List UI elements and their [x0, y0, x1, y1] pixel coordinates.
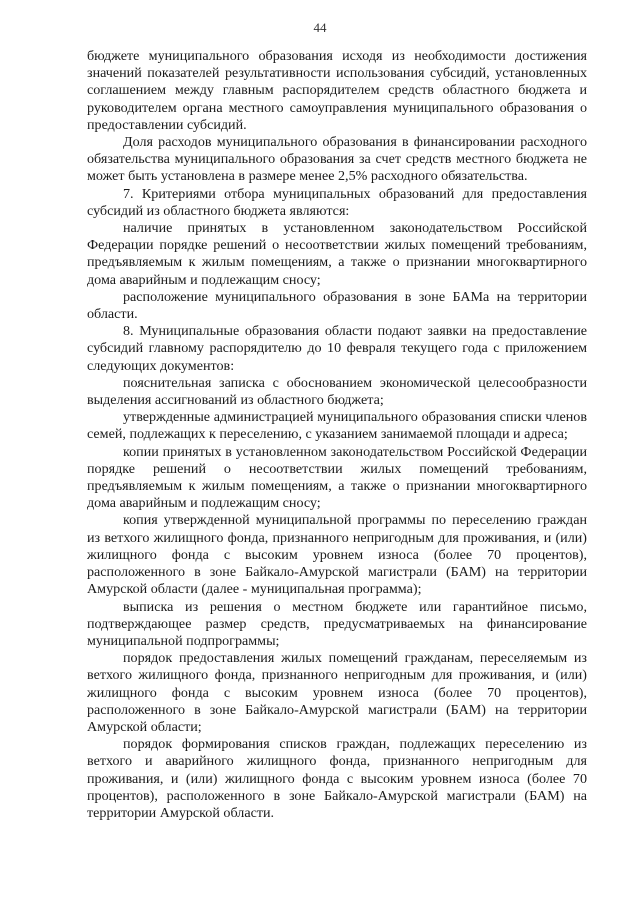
- paragraph: расположение муниципального образования в зоне БАМа на территории области.: [87, 288, 587, 323]
- paragraph: выписка из решения о местном бюджете или гарантийное письмо, подтверждающее размер средств, предусматриваемых на финансирование муниципальной подпрограммы;: [87, 598, 587, 649]
- paragraph: утвержденные администрацией муниципального образования списки членов семей, подлежащих к переселению, с указанием занимаемой площади и адреса;: [87, 409, 587, 443]
- paragraph: порядок формирования списков граждан, подлежащих переселению из ветхого и аварийного жилищного фонда, признанного непригодным для проживания, и (или) жилищного фонда с высоким уровнем износа (более 70 процентов), расположенного в зоне Байкало-Амурской магистрали (БАМ) на территории Амурской области.: [87, 736, 587, 821]
- paragraph: Доля расходов муниципального образования в финансировании расходного обязательства муниципального образования за счет средств местного бюджета не может быть установлена в размере менее 2,5% расходного обязательства.: [87, 134, 587, 185]
- paragraph: 7. Критериями отбора муниципальных образований для предоставления субсидий из областного бюджета являются:: [87, 185, 587, 219]
- paragraph: пояснительная записка с обоснованием экономической целесообразности выделения ассигнований из областного бюджета;: [87, 374, 587, 409]
- document-body: [87, 48, 587, 822]
- paragraph: копия утвержденной муниципальной программы по переселению граждан из ветхого жилищного фонда, признанного непригодным для проживания, и (или) жилищного фонда с высоким уровнем износа (более 70 процентов), расположенного в зоне Байкало-Амурской магистрали (БАМ) на территории Амурской области (далее - муниципальная программа);: [87, 512, 587, 598]
- paragraph: бюджете муниципального образования исходя из необходимости достижения значений показателей результативности использования субсидий, установленных соглашением между главным распорядителем средств областного бюджета и руководителем органа местного самоуправления муниципального образования о предоставлении субсидий.: [87, 48, 587, 133]
- paragraph: копии принятых в установленном законодательством Российской Федерации порядке решений о несоответствии жилых помещений требованиям, предъявляемым к жилым помещениям, а также о признании многоквартирного дома аварийным и подлежащим сносу;: [87, 443, 587, 512]
- paragraph: порядок предоставления жилых помещений гражданам, переселяемым из ветхого жилищного фонда, признанного непригодным для проживания, и (или) жилищного фонда с высоким уровнем износа (более 70 процентов), расположенного в зоне Байкало-Амурской магистрали (БАМ) на территории Амурской области;: [87, 650, 587, 735]
- paragraph: 8. Муниципальные образования области подают заявки на предоставление субсидий главному распорядителю до 10 февраля текущего года с приложением следующих документов:: [87, 323, 587, 374]
- paragraph: наличие принятых в установленном законодательством Российской Федерации порядке решений о несоответствии жилых помещений требованиям, предъявляемым к жилым помещениям, а также о признании многоквартирного дома аварийным и подлежащим сносу;: [87, 220, 587, 288]
- page-number: 44: [313, 20, 327, 35]
